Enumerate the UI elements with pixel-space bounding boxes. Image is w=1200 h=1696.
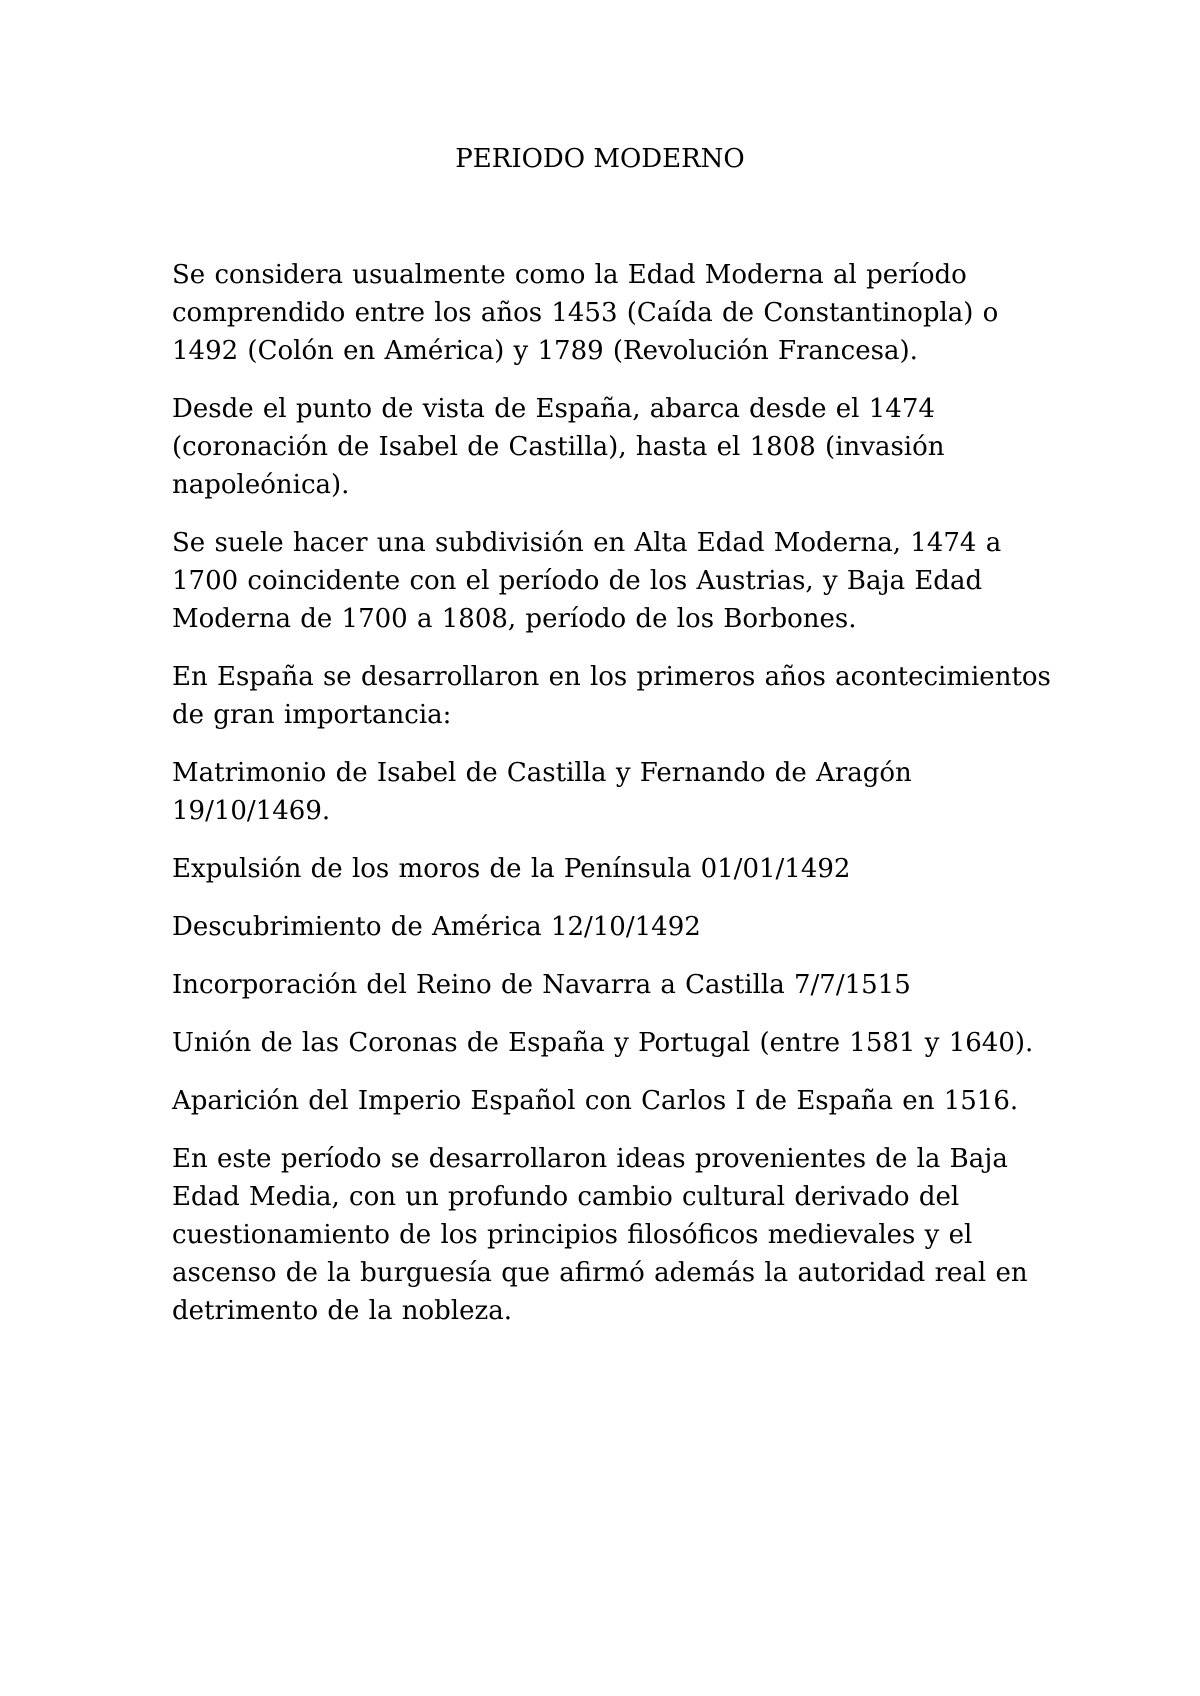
paragraph: Aparición del Imperio Español con Carlos I de España en 1516. bbox=[172, 1086, 1019, 1116]
paragraph: En este período se desarrollaron ideas provenientes de la Baja Edad Media, con un profundo cambio cultural derivado del cuestionamiento de los principios filosóficos medievales y el ascenso de la burguesía que afirmó además la autoridad real en detrimento de la nobleza. bbox=[172, 1144, 1028, 1326]
paragraph: Unión de las Coronas de España y Portugal (entre 1581 y 1640). bbox=[172, 1028, 1034, 1058]
paragraph: Se considera usualmente como la Edad Moderna al período comprendido entre los años 1453 (Caída de Constantinopla) o 1492 (Colón en América) y 1789 (Revolución Francesa). bbox=[172, 260, 999, 366]
paragraph: Descubrimiento de América 12/10/1492 bbox=[172, 912, 701, 942]
paragraph: Desde el punto de vista de España, abarca desde el 1474 (coronación de Isabel de Castilla), hasta el 1808 (invasión napoleónica). bbox=[172, 394, 945, 500]
paragraph: En España se desarrollaron en los primeros años acontecimientos de gran importancia: bbox=[172, 662, 1051, 730]
paragraph: Matrimonio de Isabel de Castilla y Fernando de Aragón 19/10/1469. bbox=[172, 758, 912, 826]
document-body bbox=[172, 256, 1052, 1350]
document-title: PERIODO MODERNO bbox=[455, 144, 745, 174]
paragraph: Se suele hacer una subdivisión en Alta Edad Moderna, 1474 a 1700 coincidente con el período de los Austrias, y Baja Edad Moderna de 1700 a 1808, período de los Borbones. bbox=[172, 528, 1002, 634]
paragraph: Incorporación del Reino de Navarra a Castilla 7/7/1515 bbox=[172, 970, 911, 1000]
paragraph: Expulsión de los moros de la Península 01/01/1492 bbox=[172, 854, 851, 884]
